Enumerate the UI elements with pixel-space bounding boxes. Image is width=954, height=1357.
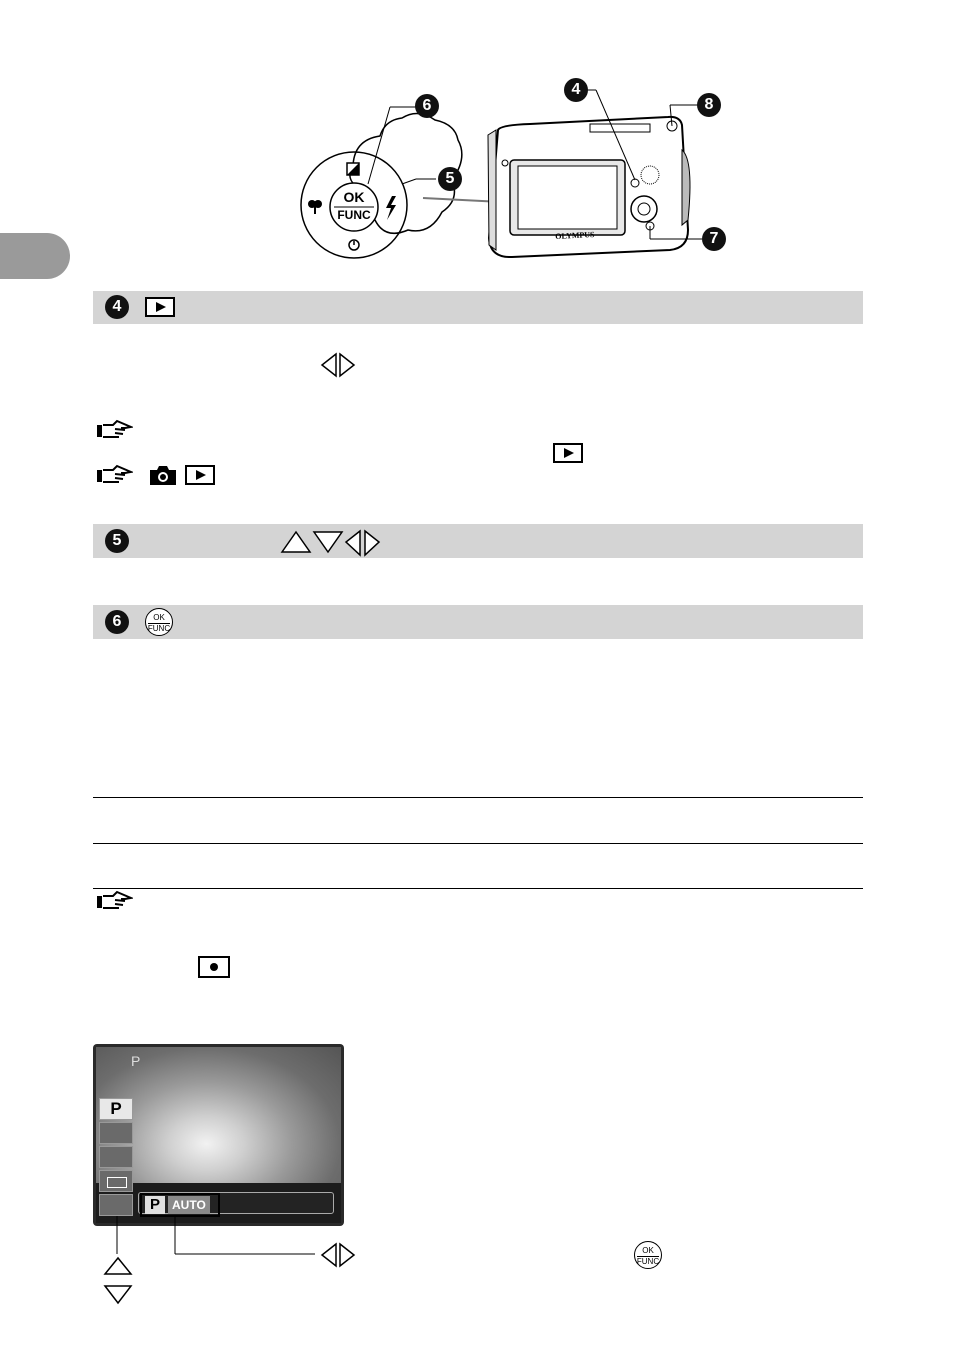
section-6-number: 6 — [105, 610, 129, 634]
menu-item[interactable] — [99, 1194, 133, 1216]
image-size-icon — [107, 1177, 127, 1188]
section-4-number: 4 — [105, 295, 129, 319]
menu-item-image-size[interactable] — [99, 1170, 133, 1192]
arrow-left-right-icon — [318, 352, 358, 378]
ok-func-button-icon — [634, 1241, 662, 1269]
section-6-header — [93, 605, 863, 639]
option-mode-badge[interactable]: P — [145, 1196, 165, 1214]
dial-ok-label: OK — [343, 189, 365, 205]
arrow-up-icon — [282, 532, 310, 552]
pointing-hand-icon — [95, 464, 133, 486]
camera-brand: OLYMPUS — [555, 229, 595, 242]
func-label: FUNC — [636, 1257, 660, 1266]
ok-label: OK — [642, 1246, 654, 1255]
dial-func-label: FUNC — [337, 208, 371, 222]
divider — [93, 888, 863, 889]
chapter-tab — [0, 233, 70, 279]
spot-metering-icon — [198, 956, 230, 978]
playback-icon — [145, 297, 175, 317]
arrow-up-icon — [105, 1258, 131, 1274]
pointing-hand-icon — [95, 890, 133, 912]
option-auto-label[interactable]: AUTO — [168, 1196, 210, 1214]
menu-item-program[interactable]: P — [99, 1098, 133, 1120]
control-dial — [301, 113, 462, 258]
section-5-number: 5 — [105, 529, 129, 553]
menu-item[interactable] — [99, 1122, 133, 1144]
ok-label: OK — [153, 613, 165, 622]
arrow-down-icon — [105, 1286, 131, 1303]
divider — [93, 843, 863, 844]
callout-5: 5 — [438, 167, 462, 191]
section-4-header — [93, 291, 863, 324]
lcd-screen — [93, 1044, 344, 1226]
func-label: FUNC — [147, 624, 171, 633]
callout-7: 7 — [702, 227, 726, 251]
pointing-hand-icon — [95, 419, 133, 441]
playback-icon-inline — [553, 443, 583, 463]
callout-6: 6 — [415, 94, 439, 118]
arrow-keys-icon — [279, 529, 389, 557]
arrow-left-icon — [346, 531, 360, 555]
camera-icon — [148, 464, 178, 486]
camera-diagram — [290, 80, 750, 270]
function-menu — [99, 1098, 135, 1218]
divider — [93, 797, 863, 798]
playback-icon-inline — [185, 465, 215, 485]
arrow-down-icon — [314, 532, 342, 552]
exposure-compensation-icon — [347, 163, 359, 175]
self-timer-icon — [349, 240, 359, 250]
section-5-header — [93, 524, 863, 558]
ok-func-button-icon — [145, 608, 173, 636]
menu-item[interactable] — [99, 1146, 133, 1168]
callout-8: 8 — [697, 93, 721, 117]
macro-flower-icon — [308, 200, 322, 214]
callout-4: 4 — [564, 78, 588, 102]
camera-body — [488, 117, 690, 257]
arrow-right-icon — [365, 531, 379, 555]
mode-indicator: P — [131, 1053, 141, 1069]
arrow-left-right-icon — [318, 1242, 358, 1268]
